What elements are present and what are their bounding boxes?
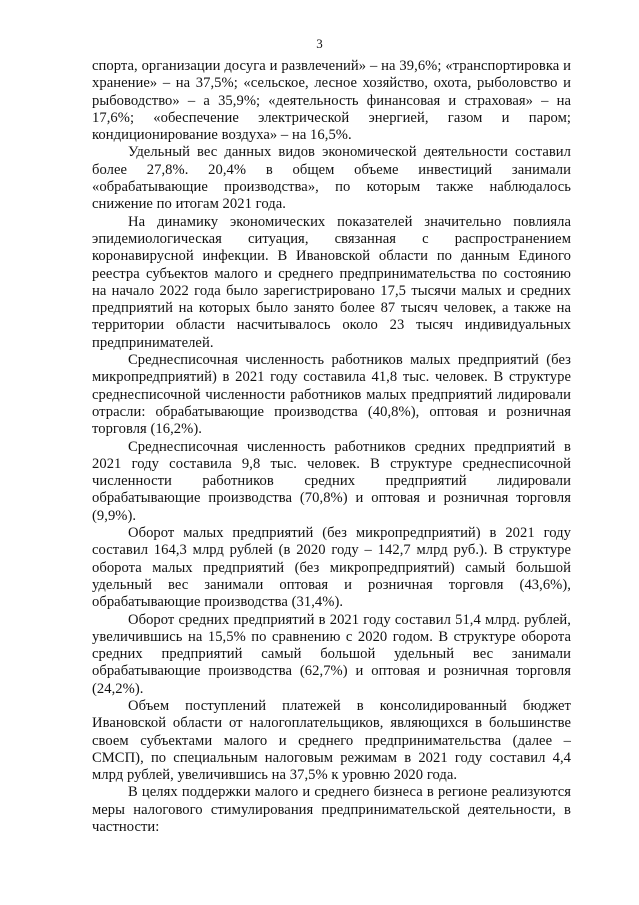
paragraph: Среднесписочная численность работников средних предприятий в 2021 году составила 9,8 тыс. человек. В структуре среднесписочной численности работников средних предприятий лидировали обрабатывающие производства (70,8%) и оптовая и розничная торговля (9,9%).: [92, 438, 571, 524]
paragraph: Среднесписочная численность работников малых предприятий (без микропредприятий) в 2021 году составила 41,8 тыс. человек. В структуре среднесписочной численности работников малых предприятий лидировали отрасли: обрабатывающие производства (40,8%), оптовая и розничная торговля (16,2%).: [92, 352, 571, 438]
document-body: [92, 58, 571, 836]
paragraph: Объем поступлений платежей в консолидированный бюджет Ивановской области от налогоплательщиков, являющихся в большинстве своем субъектами малого и среднего предпринимательства (далее – СМСП), по специальным налоговым режимам в 2021 году составил 4,4 млрд рублей, увеличившись на 37,5% к уровню 2020 года.: [92, 697, 571, 784]
page-number: 3: [316, 36, 323, 51]
paragraph-continuation: спорта, организации досуга и развлечений» – на 39,6%; «транспортировка и хранение» – на 37,5%; «сельское, лесное хозяйство, охота, рыболовство и рыбоводство» – а 35,9%; «деятельность финансовая и страховая» – на 17,6%; «обеспечение электрической энергией, газом и паром; кондиционирование воздуха» – на 16,5%.: [92, 58, 571, 144]
paragraph: Оборот средних предприятий в 2021 году составил 51,4 млрд. рублей, увеличившись на 15,5% по сравнению с 2020 годом. В структуре оборота средних предприятий самый большой удельный вес занимали обрабатывающие производства (62,7%) и оптовая и розничная торговля (24,2%).: [92, 611, 571, 697]
paragraph: В целях поддержки малого и среднего бизнеса в регионе реализуются меры налогового стимулирования предпринимательской деятельности, в частности:: [92, 784, 571, 836]
paragraph: Удельный вес данных видов экономической деятельности составил более 27,8%. 20,4% в общем объеме инвестиций занимали «обрабатывающие производства», по которым также наблюдалось снижение по итогам 2021 года.: [92, 144, 571, 213]
paragraph: На динамику экономических показателей значительно повлияла эпидемиологическая ситуация, связанная с распространением коронавирусной инфекции. В Ивановской области по данным Единого реестра субъектов малого и среднего предпринимательства по состоянию на начало 2022 года было зарегистрировано 17,5 тысячи малых и средних предприятий на которых было занято более 87 тысяч человек, а также на территории области насчитывалось около 23 тысяч индивидуальных предпринимателей.: [92, 213, 571, 351]
paragraph: Оборот малых предприятий (без микропредприятий) в 2021 году составил 164,3 млрд рублей (в 2020 году – 142,7 млрд руб.). В структуре оборота малых предприятий (без микропредприятий) самый большой удельный вес занимали оптовая и розничная торговля (43,6%), обрабатывающие производства (31,4%).: [92, 525, 571, 611]
